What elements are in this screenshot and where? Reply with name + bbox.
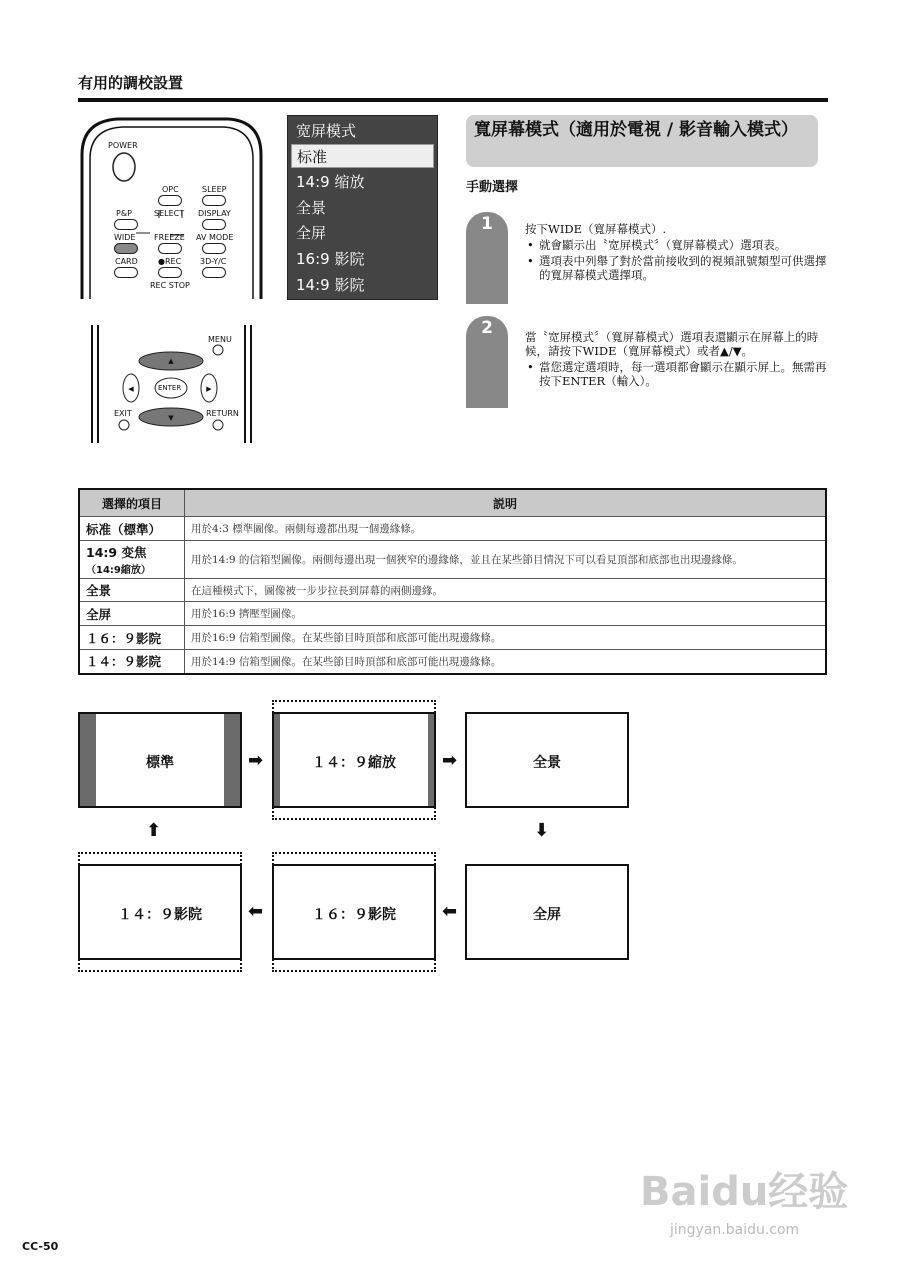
mode-box-standard	[78, 712, 242, 808]
mode-box-16-9-cinema	[272, 864, 436, 960]
step-1-bar	[466, 212, 508, 304]
table-cell-desc: 用於14:9 的信箱型圖像。兩側每邊出現一個狹窄的邊緣條，並且在某些節目情況下可以看見頂部和底部也出現邊緣條。	[185, 541, 827, 579]
rec-button[interactable]	[158, 267, 182, 278]
step-2-instruction: 當〝宽屏模式〞（寬屏幕模式）選項表還顯示在屏幕上的時候，請按下WIDE（寬屏幕模式）或者▲/▼。	[525, 330, 819, 358]
enter-button-label[interactable]: ENTER	[158, 384, 182, 392]
remote-label-sleep: SLEEP	[202, 185, 227, 194]
menu-item-14-9-zoom[interactable]: 14:9 缩放	[296, 173, 365, 191]
table-cell-desc: 用於16:9 信箱型圖像。在某些節目時頂部和底部可能出現邊緣條。	[185, 626, 827, 650]
remote-label-display: DISPLAY	[198, 209, 231, 218]
sleep-button[interactable]	[202, 195, 226, 206]
header-rule	[78, 98, 828, 102]
arrow-up-icon: ⬆	[146, 820, 162, 841]
remote-label-pp: P&P	[116, 209, 132, 218]
table-cell-item: １４：９影院	[79, 650, 185, 674]
mode-box-14-9-cinema	[78, 864, 242, 960]
table-cell-item: 全景	[79, 579, 185, 602]
3d-yc-button[interactable]	[202, 267, 226, 278]
step-1-bullet-1: • 就會顯示出〝宽屏模式〞（寬屏幕模式）選項表。	[525, 238, 827, 252]
mode-box-label: 標準	[146, 755, 174, 771]
wide-mode-table	[78, 488, 827, 675]
freeze-button[interactable]	[158, 243, 182, 254]
table-cell-desc: 用於4:3 標準圖像。兩側每邊都出現一個邊緣條。	[185, 517, 827, 541]
menu-item-standard[interactable]: 标准	[291, 144, 434, 168]
remote-label-card: CARD	[115, 257, 138, 266]
table-cell-desc: 在這種模式下，圖像被一步步拉長到屏幕的兩側邊緣。	[185, 579, 827, 602]
svg-text:▲: ▲	[168, 357, 174, 365]
menu-title: 宽屏模式	[296, 122, 357, 140]
table-header-row	[79, 489, 826, 517]
table-cell-item: １６：９影院	[79, 626, 185, 650]
arrow-right-icon: ➡	[442, 750, 458, 771]
table-row	[79, 517, 826, 541]
step-1-text	[525, 222, 827, 282]
mode-box-label: １６：９影院	[312, 907, 396, 923]
remote-illustration-top	[78, 115, 265, 299]
remote-label-wide: WIDE	[114, 233, 136, 242]
table-row	[79, 602, 826, 626]
table-header-description: 説明	[185, 489, 827, 517]
remote-label-3d-yc: 3D-Y/C	[200, 257, 227, 266]
table-row	[79, 579, 826, 602]
svg-text:▶: ▶	[206, 385, 212, 393]
section-heading-box	[466, 115, 818, 167]
table-row	[79, 626, 826, 650]
remote-label-opc: OPC	[162, 185, 179, 194]
mode-box-label: 全景	[533, 755, 561, 771]
remote-label-rec: ●REC	[158, 257, 182, 266]
page-number: CC-50	[22, 1240, 59, 1253]
table-cell-item: 全屏	[79, 602, 185, 626]
watermark-logo: Baidu经验	[640, 1169, 849, 1215]
menu-item-16-9-cinema[interactable]: 16:9 影院	[296, 250, 365, 268]
page-header-title: 有用的調校設置	[78, 74, 184, 92]
remote-label-power: POWER	[108, 141, 138, 150]
step-2-bullet-1: • 當您選定選項時，每一選項都會顯示在顯示屏上。無需再按下ENTER（輸入）。	[525, 360, 827, 388]
section-subtitle: 手動選擇	[466, 180, 519, 195]
menu-item-14-9-cinema[interactable]: 14:9 影院	[296, 276, 365, 294]
table-cell-desc: 用於14:9 信箱型圖像。在某些節目時頂部和底部可能出現邊緣條。	[185, 650, 827, 674]
remote-illustration-bottom	[78, 325, 265, 443]
menu-item-full[interactable]: 全屏	[296, 224, 327, 242]
arrow-down-icon: ⬇	[534, 820, 550, 841]
step-2-bar	[466, 316, 508, 408]
remote-label-freeze: FREEZE	[154, 233, 185, 242]
table-cell-item	[79, 541, 185, 579]
table-row	[79, 541, 826, 579]
table-cell-item-line1: 14:9 变焦	[86, 545, 147, 560]
step-1-number: 1	[481, 214, 493, 234]
card-button[interactable]	[114, 267, 138, 278]
table-cell-desc: 用於16:9 擠壓型圖像。	[185, 602, 827, 626]
pp-button[interactable]	[114, 219, 138, 230]
mode-box-label: １４：９影院	[118, 907, 202, 923]
svg-text:▼: ▼	[168, 414, 174, 422]
display-button[interactable]	[202, 219, 226, 230]
step-2-text	[525, 330, 827, 388]
mode-box-full	[465, 864, 629, 960]
section-title: 寬屏幕模式（適用於電視 / 影音輸入模式）	[474, 120, 799, 140]
step-1-instruction: 按下WIDE（寬屏幕模式）.	[525, 222, 667, 236]
table-cell-item-line2: （14:9縮放）	[86, 565, 151, 576]
mode-box-panorama	[465, 712, 629, 808]
wide-mode-menu	[287, 115, 438, 300]
table-row	[79, 650, 826, 674]
remote-label-exit: EXIT	[114, 409, 132, 418]
remote-label-av-mode: AV MODE	[196, 233, 234, 242]
mode-box-label: １４：９縮放	[312, 755, 396, 771]
mode-box-label: 全屏	[533, 907, 561, 923]
arrow-left-icon: ⬅	[442, 901, 458, 922]
av-mode-button[interactable]	[202, 243, 226, 254]
remote-label-return: RETURN	[206, 409, 239, 418]
step-2-number: 2	[481, 318, 493, 338]
table-header-item: 選擇的項目	[79, 489, 185, 517]
mode-box-14-9-zoom	[272, 712, 436, 808]
opc-button[interactable]	[158, 195, 182, 206]
menu-item-panorama[interactable]: 全景	[296, 199, 327, 217]
arrow-left-icon: ⬅	[248, 901, 264, 922]
remote-label-select: SELECT	[154, 209, 185, 218]
svg-text:◀: ◀	[128, 385, 134, 393]
wide-button[interactable]	[114, 243, 138, 254]
arrow-right-icon: ➡	[248, 750, 264, 771]
remote-label-menu: MENU	[208, 335, 232, 344]
step-1-bullet-2: • 選項表中列舉了對於當前接收到的視頻訊號類型可供選擇的寬屏幕模式選擇項。	[525, 254, 827, 282]
table-cell-item: 标准（標準）	[79, 517, 185, 541]
watermark-url: jingyan.baidu.com	[670, 1222, 800, 1238]
remote-label-rec-stop: REC STOP	[150, 281, 190, 290]
